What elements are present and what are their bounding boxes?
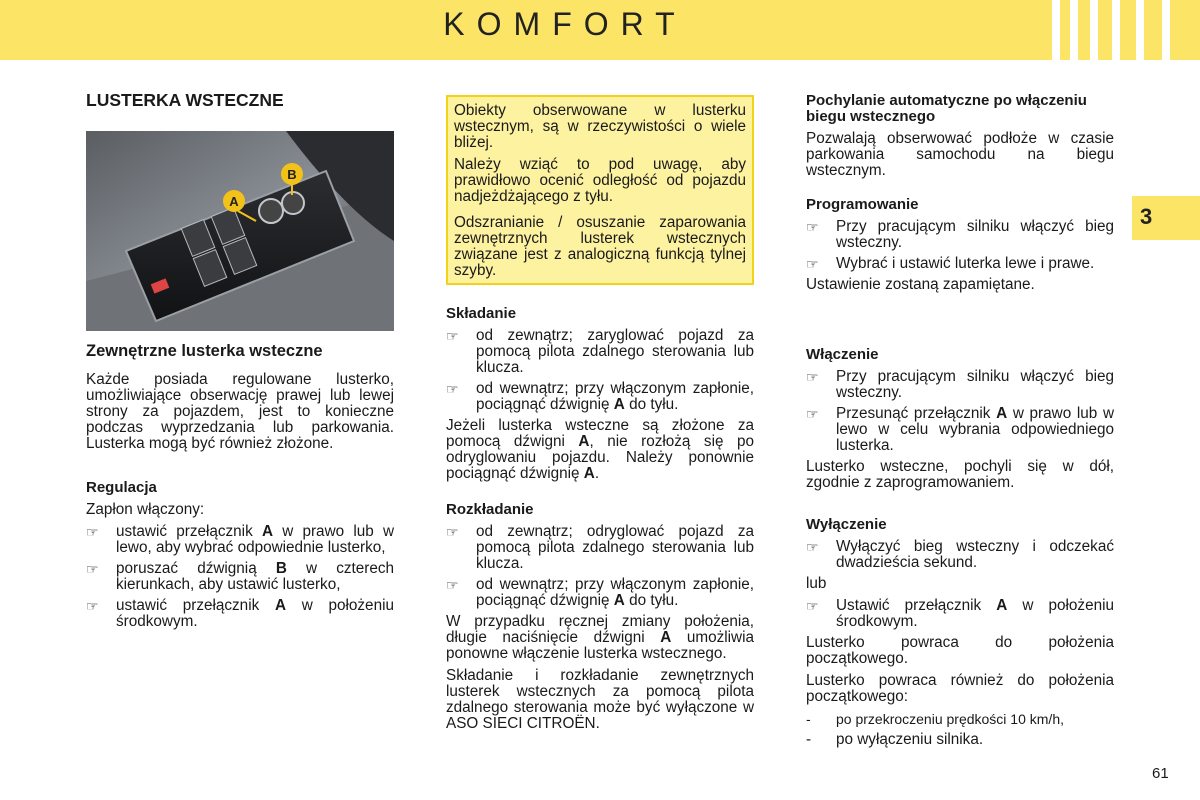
header-stripe [1162,0,1170,60]
rozkladanie-title: Rozkładanie [446,501,534,518]
note-paragraph: Obiekty obserwowane w lusterku wstecznym, są w rzeczywistości o wiele bliżej. [454,102,746,151]
hand-pointer-icon: ☞ [446,381,459,397]
list-item: ☞ Ustawić przełącznik A w położeniu środkowym. [806,597,1114,630]
chapter-number: 3 [1140,204,1153,229]
warning-note [446,95,754,285]
list-item: ☞ od zewnątrz; odryglować pojazd za pomocą pilota zdalnego sterowania lub klucza. [446,523,754,572]
hand-pointer-icon: ☞ [446,524,459,540]
header-stripe [1112,0,1120,60]
programowanie-title: Programowanie [806,196,919,213]
dash-marker: - [806,711,811,727]
hand-pointer-icon: ☞ [806,406,819,422]
list-item: ☞ Wyłączyć bieg wsteczny i odczekać dwadzieścia sekund. [806,538,1114,571]
subsection-heading: Zewnętrzne lusterka wsteczne [86,342,323,360]
list-item: ☞ od zewnątrz; zaryglować pojazd za pomocą pilota zdalnego sterowania lub klucza. [446,327,754,376]
hand-pointer-icon: ☞ [806,598,819,614]
hand-pointer-icon: ☞ [806,219,819,235]
hand-pointer-icon: ☞ [446,577,459,593]
list-item: ☞ od wewnątrz; przy włączonym zapłonie, pociągnąć dźwignię A do tyłu. [446,576,754,609]
wlaczenie-title: Włączenie [806,346,879,363]
pochylanie-text: Pozwalają obserwować podłoże w czasie parkowania samochodu na biegu wstecznym. [806,130,1114,179]
list-item: ☞ Przy pracującym silniku włączyć bieg wsteczny. [806,218,1114,251]
programowanie-note: Ustawienie zostaną zapamiętane. [806,276,1035,293]
hand-pointer-icon: ☞ [446,328,459,344]
hand-pointer-icon: ☞ [86,598,99,614]
header-stripe [1070,0,1078,60]
skladanie-title: Składanie [446,305,517,322]
hand-pointer-icon: ☞ [806,256,819,272]
label-b: B [287,167,297,182]
hand-pointer-icon: ☞ [806,539,819,555]
wlaczenie-note: Lusterko wsteczne, pochyli się w dół, zgodnie z zaprogramowaniem. [806,458,1114,491]
dash-marker: - [806,731,812,748]
dash-item: - po wyłączeniu silnika. [806,731,984,748]
dash-item: - po przekroczeniu prędkości 10 km/h, [806,711,1064,727]
list-item: ☞ Przesunąć przełącznik A w prawo lub w lewo w celu wybrania odpowiedniego lusterka. [806,405,1114,454]
wylaczenie-title: Wyłączenie [806,516,887,533]
hand-pointer-icon: ☞ [86,561,99,577]
column-middle [446,306,754,738]
chapter-tab [1132,196,1200,240]
wylaczenie-note1: Lusterko powraca do położenia początkowego. [806,634,1114,667]
column-left-body [86,342,394,635]
header-stripe [1052,0,1060,60]
rozkladanie-aso: Składanie i rozkładanie zewnętrznych lusterek wstecznych za pomocą pilota zdalnego sterowania może być wyłączone w ASO SIECI CITROËN. [446,667,754,732]
column-left [86,92,394,108]
list-item: ☞ poruszać dźwignią B w czterech kierunkach, aby ustawić lusterko, [86,560,395,593]
wylaczenie-note2: Lusterko powraca również do położenia początkowego: [806,672,1114,705]
hand-pointer-icon: ☞ [86,524,99,540]
note-paragraph: Należy wziąć to pod uwagę, aby prawidłowo ocenić odległość od pojazdu nadjeżdżającego z tyłu. [454,156,746,205]
column-right [806,93,1114,753]
page-number: 61 [1152,765,1169,782]
pochylanie-title: Pochylanie automatyczne po włączeniu biegu wstecznego [806,92,1087,125]
note-paragraph: Odszranianie / osuszanie zaparowania zewnętrznych lusterek wstecznych związane jest z analogiczną funkcją tylnej szyby. [454,214,746,279]
lub-text: lub [806,575,827,592]
list-item: ☞ ustawić przełącznik A w położeniu środkowym. [86,597,394,630]
door-switch-photo [86,131,394,331]
header-stripe [1090,0,1098,60]
regulacja-title: Regulacja [86,479,157,496]
section-heading: LUSTERKA WSTECZNE [86,90,284,110]
regulacja-lead: Zapłon włączony: [86,501,205,518]
hand-pointer-icon: ☞ [806,369,819,385]
header-stripe [1136,0,1144,60]
label-a: A [229,194,239,209]
list-item: ☞ od wewnątrz; przy włączonym zapłonie, pociągnąć dźwignię A do tyłu. [446,380,754,413]
list-item: ☞ ustawić przełącznik A w prawo lub w lewo, aby wybrać odpowiednie lusterko, [86,523,394,556]
rozkladanie-note: W przypadku ręcznej zmiany położenia, długie naciśnięcie dźwigni A umożliwia ponowne włączenie lusterka wstecznego. [446,613,754,662]
intro-text: Każde posiada regulowane lusterko, umożliwiające obserwację prawej lub lewej strony za pojazdem, jest to konieczne podczas wyprzedzania lub parkowania. Lusterka mogą być również złożone. [86,371,394,452]
list-item: ☞ Przy pracującym silniku włączyć bieg wsteczny. [806,368,1114,401]
skladanie-note: Jeżeli lusterka wsteczne są złożone za pomocą dźwigni A, nie rozłożą się po odryglowaniu pojazdu. Należy ponownie pociągnąć dźwignię A. [446,417,754,482]
page-title: KOMFORT [443,6,687,42]
list-item: ☞ Wybrać i ustawić luterka lewe i prawe. [806,255,1095,272]
header-band [0,0,1200,60]
